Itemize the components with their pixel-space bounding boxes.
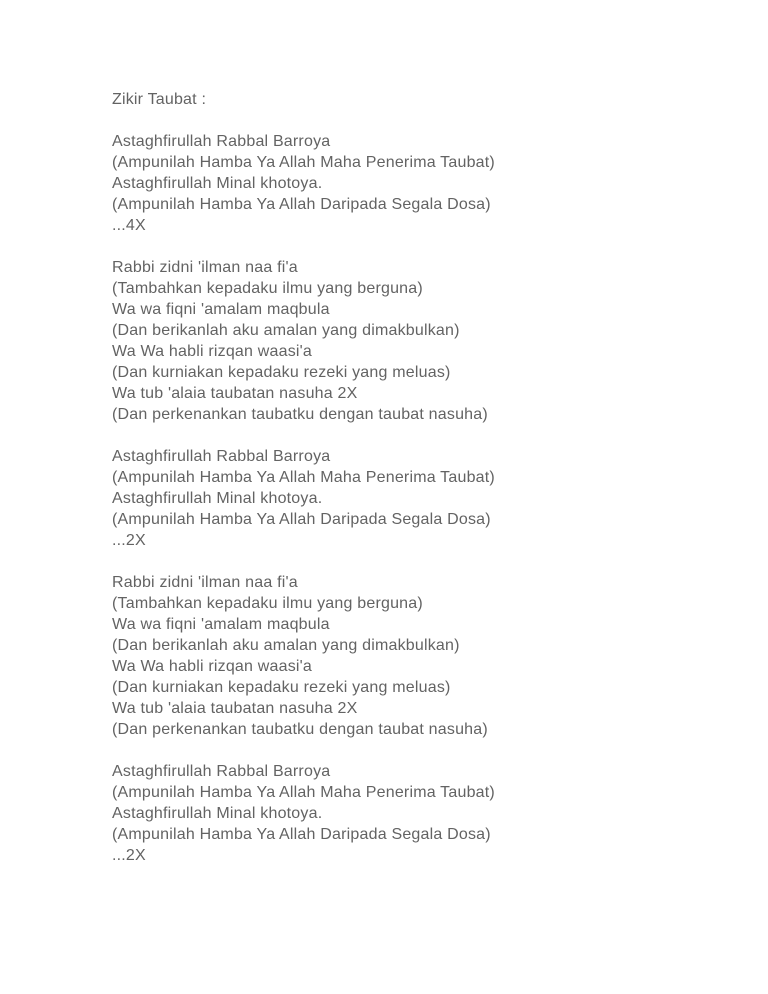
text-line: Astaghfirullah Rabbal Barroya <box>112 133 331 150</box>
text-line: Rabbi zidni 'ilman naa fi'a <box>112 574 298 591</box>
text-line: Wa tub 'alaia taubatan nasuha 2X <box>112 700 358 717</box>
text-line: Rabbi zidni 'ilman naa fi'a <box>112 259 298 276</box>
text-line: Wa tub 'alaia taubatan nasuha 2X <box>112 385 358 402</box>
text-line: Astaghfirullah Minal khotoya. <box>112 490 323 507</box>
text-line: (Tambahkan kepadaku ilmu yang berguna) <box>112 280 423 297</box>
text-line: Wa wa fiqni 'amalam maqbula <box>112 301 330 318</box>
repeat-count-line: ...4X <box>112 217 146 234</box>
text-line: (Ampunilah Hamba Ya Allah Maha Penerima Taubat) <box>112 784 495 801</box>
text-line: (Dan berikanlah aku amalan yang dimakbulkan) <box>112 322 460 339</box>
text-line: (Ampunilah Hamba Ya Allah Daripada Segala Dosa) <box>112 511 491 528</box>
repeat-count-line: ...2X <box>112 847 146 864</box>
text-line: Astaghfirullah Minal khotoya. <box>112 175 323 192</box>
text-line: (Dan kurniakan kepadaku rezeki yang meluas) <box>112 679 451 696</box>
stanza-1 <box>112 131 728 236</box>
text-line: (Dan berikanlah aku amalan yang dimakbulkan) <box>112 637 460 654</box>
stanza-4 <box>112 572 728 740</box>
stanza-5 <box>112 761 728 866</box>
text-line: Wa Wa habli rizqan waasi'a <box>112 343 313 360</box>
text-line: (Dan perkenankan taubatku dengan taubat nasuha) <box>112 406 488 423</box>
text-line: (Ampunilah Hamba Ya Allah Daripada Segala Dosa) <box>112 196 491 213</box>
text-line: Astaghfirullah Rabbal Barroya <box>112 448 331 465</box>
text-line: (Ampunilah Hamba Ya Allah Maha Penerima Taubat) <box>112 469 495 486</box>
repeat-count-line: ...2X <box>112 532 146 549</box>
text-line: (Dan perkenankan taubatku dengan taubat nasuha) <box>112 721 488 738</box>
document-content <box>112 89 728 887</box>
text-line: (Dan kurniakan kepadaku rezeki yang meluas) <box>112 364 451 381</box>
text-line: (Ampunilah Hamba Ya Allah Daripada Segala Dosa) <box>112 826 491 843</box>
document-title: Zikir Taubat : <box>112 91 207 108</box>
stanza-2 <box>112 257 728 425</box>
text-line: (Ampunilah Hamba Ya Allah Maha Penerima Taubat) <box>112 154 495 171</box>
text-line: (Tambahkan kepadaku ilmu yang berguna) <box>112 595 423 612</box>
text-line: Wa wa fiqni 'amalam maqbula <box>112 616 330 633</box>
text-line: Astaghfirullah Minal khotoya. <box>112 805 323 822</box>
text-line: Wa Wa habli rizqan waasi'a <box>112 658 313 675</box>
text-line: Astaghfirullah Rabbal Barroya <box>112 763 331 780</box>
stanza-3 <box>112 446 728 551</box>
